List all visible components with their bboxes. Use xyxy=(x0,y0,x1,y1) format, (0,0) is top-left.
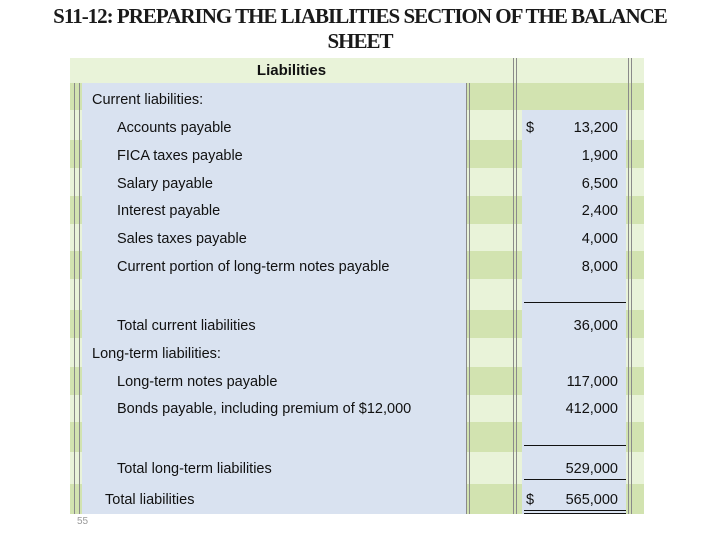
total-long-term-liabilities-amount: 529,000 xyxy=(565,461,618,477)
line-item-amount: 117,000 xyxy=(566,374,618,390)
line-item-amount: 2,400 xyxy=(581,203,618,219)
double-underline xyxy=(524,513,626,514)
total-rule xyxy=(524,479,626,480)
line-item-label: Accounts payable xyxy=(117,120,232,136)
grid-line xyxy=(79,83,80,514)
line-item-label: Bonds payable, including premium of $12,000 xyxy=(117,401,412,417)
long-term-liabilities-heading: Long-term liabilities: xyxy=(92,346,221,362)
grid-line xyxy=(466,83,467,514)
grid-line xyxy=(513,58,514,514)
amount-panel xyxy=(522,110,626,514)
line-item-amount: 4,000 xyxy=(581,231,618,247)
current-liabilities-heading: Current liabilities: xyxy=(92,92,204,108)
line-item-label: Salary payable xyxy=(117,176,213,192)
grid-line xyxy=(516,58,517,514)
line-item-amount: 6,500 xyxy=(581,176,618,192)
total-liabilities-amount: 565,000 xyxy=(565,492,618,508)
table-header: Liabilities xyxy=(70,58,513,83)
total-current-liabilities-label: Total current liabilities xyxy=(117,318,256,334)
line-item-label: Interest payable xyxy=(117,203,221,219)
grid-line xyxy=(631,58,632,514)
line-item-label: Sales taxes payable xyxy=(117,231,247,247)
line-item-label: Current portion of long-term notes payable xyxy=(117,259,390,275)
double-underline xyxy=(524,510,626,511)
total-current-liabilities-amount: 36,000 xyxy=(573,318,618,334)
total-long-term-liabilities-label: Total long-term liabilities xyxy=(117,461,272,477)
line-item-amount: 8,000 xyxy=(581,259,618,275)
line-item-amount: 1,900 xyxy=(581,148,618,164)
liabilities-table xyxy=(70,58,644,514)
line-item-label: Long-term notes payable xyxy=(117,374,278,390)
total-liabilities-label: Total liabilities xyxy=(105,492,195,508)
slide-title: S11-12: PREPARING THE LIABILITIES SECTION OF THE BALANCE SHEET xyxy=(53,4,667,53)
grid-line xyxy=(74,83,75,514)
currency-symbol: $ xyxy=(526,120,535,136)
subtotal-rule xyxy=(524,302,626,303)
currency-symbol: $ xyxy=(526,492,535,508)
subtotal-rule xyxy=(524,445,626,446)
line-item-amount: 412,000 xyxy=(565,401,618,417)
page-number: 55 xyxy=(77,516,89,527)
grid-line xyxy=(628,58,629,514)
grid-line xyxy=(469,83,470,514)
line-item-amount: 13,200 xyxy=(573,120,618,136)
line-item-label: FICA taxes payable xyxy=(117,148,243,164)
